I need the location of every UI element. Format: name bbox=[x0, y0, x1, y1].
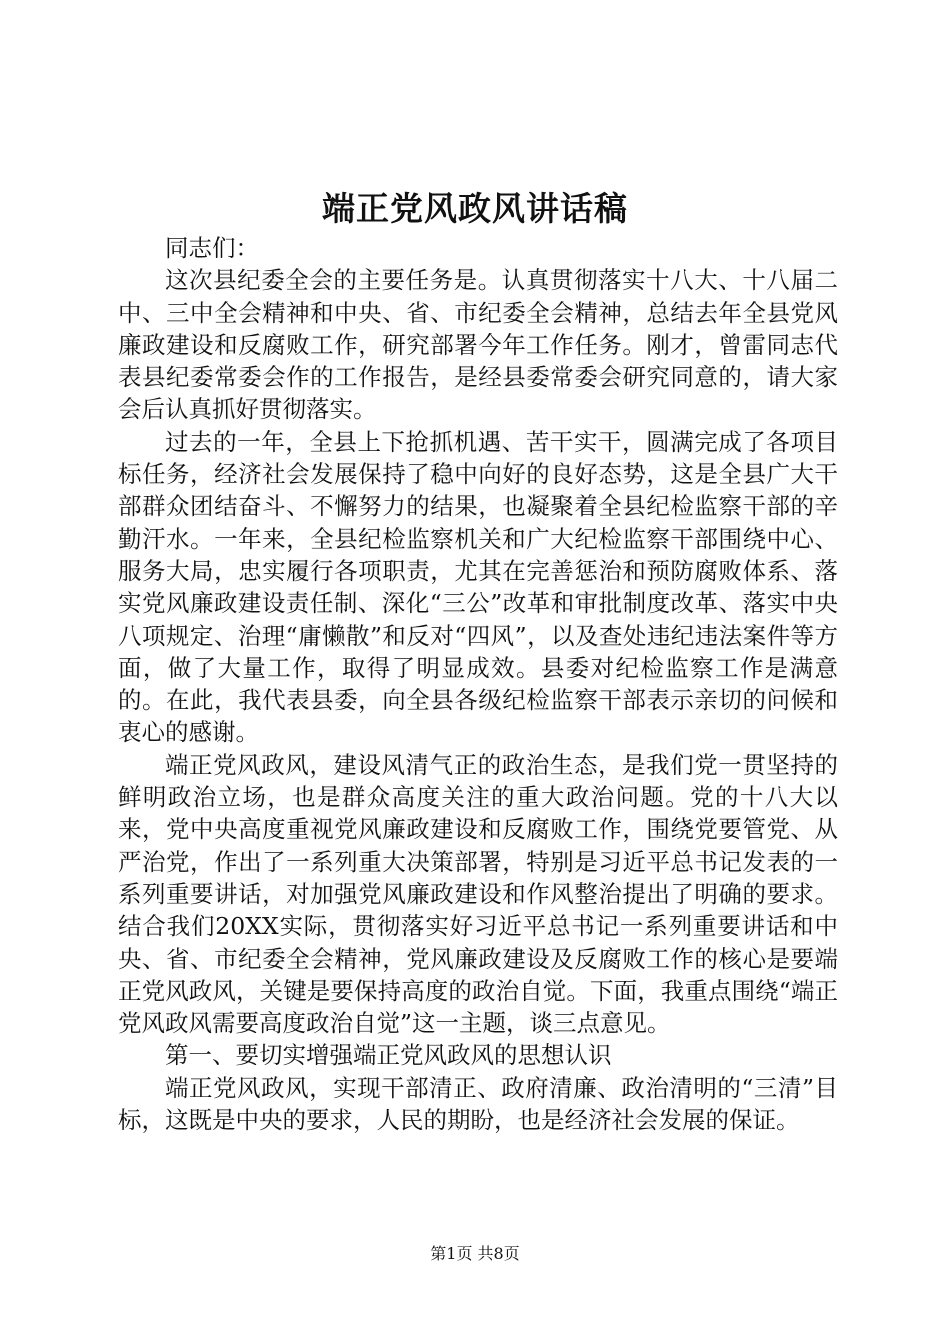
document-title: 端正党风政风讲话稿 bbox=[322, 189, 628, 228]
paragraph-2: 过去的一年，全县上下抢抓机遇、苦干实干，圆满完成了各项目标任务，经济社会发展保持了稳中向好的良好态势，这是全县广大干部群众团结奋斗、不懈努力的结果，也凝聚着全县纪检监察干部的辛勤汗水。一年来，全县纪检监察机关和广大纪检监察干部围绕中心、服务大局，忠实履行各项职责，尤其在完善惩治和预防腐败体系、落实党风廉政建设责任制、深化“三公”改革和审批制度改革、落实中央八项规定、治理“庸懒散”和反对“四风”，以及查处违纪违法案件等方面，做了大量工作，取得了明显成效。县委对纪检监察工作是满意的。在此，我代表县委，向全县各级纪检监察干部表示亲切的问候和衷心的感谢。 bbox=[118, 427, 838, 747]
document-body bbox=[118, 232, 838, 1136]
paragraph-1: 这次县纪委全会的主要任务是。认真贯彻落实十八大、十八届二中、三中全会精神和中央、省、市纪委全会精神，总结去年全县党风廉政建设和反腐败工作，研究部署今年工作任务。刚才，曾雷同志代表县纪委常委会作的工作报告，是经县委常委会研究同意的，请大家会后认真抓好贯彻落实。 bbox=[118, 266, 838, 424]
section-heading: 第一、要切实增强端正党风政风的思想认识 bbox=[165, 1041, 612, 1070]
paragraph-3: 端正党风政风，建设风清气正的政治生态，是我们党一贯坚持的鲜明政治立场，也是群众高度关注的重大政治问题。党的十八大以来，党中央高度重视党风廉政建设和反腐败工作，围绕党要管党、从严治党，作出了一系列重大决策部署，特别是习近平总书记发表的一系列重要讲话，对加强党风廉政建设和作风整治提出了明确的要求。结合我们20XX实际，贯彻落实好习近平总书记一系列重要讲话和中央、省、市纪委全会精神，党风廉政建设及反腐败工作的核心是要端正党风政风，关键是要保持高度的政治自觉。下面，我重点围绕“端正党风政风需要高度政治自觉”这一主题，谈三点意见。 bbox=[118, 750, 838, 1038]
paragraph-4: 端正党风政风，实现干部清正、政府清廉、政治清明的“三清”目标，这既是中央的要求，人民的期盼，也是经济社会发展的保证。 bbox=[118, 1073, 838, 1135]
page-footer: 第1页 共8页 bbox=[430, 1244, 520, 1263]
salutation: 同志们： bbox=[165, 234, 259, 262]
